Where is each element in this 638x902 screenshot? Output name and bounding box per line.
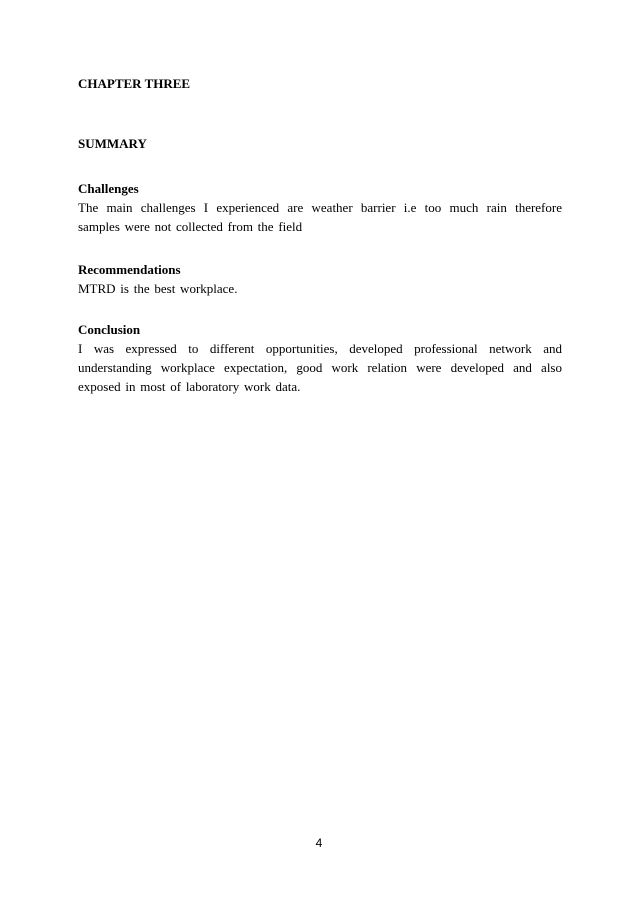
recommendations-section — [78, 262, 562, 298]
chapter-heading: CHAPTER THREE — [78, 76, 191, 91]
recommendations-text: MTRD is the best workplace. — [78, 281, 238, 296]
challenges-section — [78, 181, 562, 236]
challenges-title: Challenges — [78, 181, 139, 196]
conclusion-title: Conclusion — [78, 322, 141, 337]
conclusion-text: I was expressed to different opportunities, developed professional network and understanding workplace expectation, good work relation were developed and also exposed in most of laboratory work data. — [78, 341, 562, 394]
conclusion-section — [78, 322, 562, 396]
challenges-text: The main challenges I experienced are weather barrier i.e too much rain therefore samples were not collected from the field — [78, 200, 562, 234]
recommendations-title: Recommendations — [78, 262, 181, 277]
page-number: 4 — [315, 836, 323, 850]
summary-heading: SUMMARY — [78, 136, 147, 151]
